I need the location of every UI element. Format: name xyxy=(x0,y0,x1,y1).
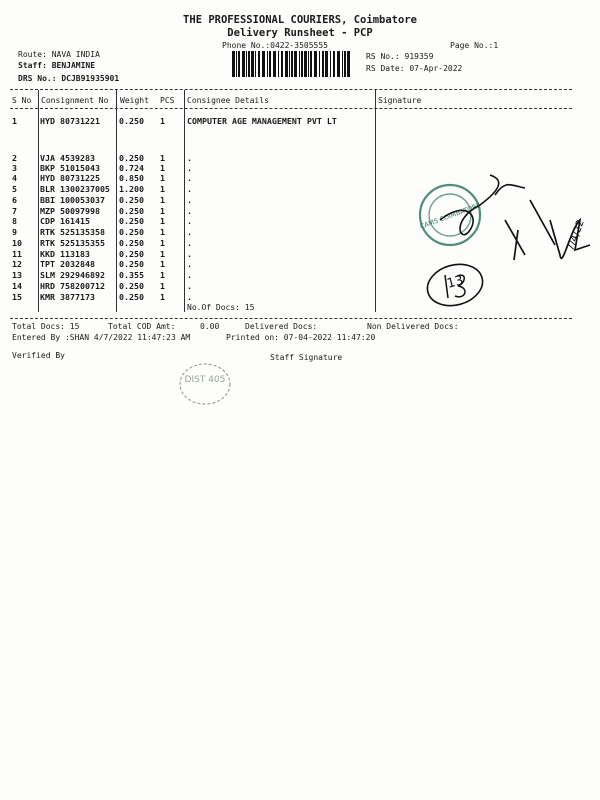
row-sno: 12 xyxy=(12,259,22,269)
printed-on: Printed on: 07-04-2022 11:47:20 xyxy=(226,333,376,342)
row-weight: 0.250 xyxy=(119,153,144,163)
row-weight: 0.250 xyxy=(119,195,144,205)
row-consignment: MZP 50097998 xyxy=(40,206,100,216)
row-consignee: . xyxy=(187,173,192,183)
row-weight: 0.850 xyxy=(119,173,144,183)
row-consignment: HRD 758200712 xyxy=(40,281,105,291)
row-sno: 3 xyxy=(12,163,17,173)
stamp-text: CAMS COIMBATORE xyxy=(418,201,482,231)
row-pcs: 1 xyxy=(160,216,165,226)
row-pcs: 1 xyxy=(160,227,165,237)
table-row xyxy=(0,116,600,126)
row-sno: 4 xyxy=(12,173,17,183)
row-sno: 9 xyxy=(12,227,17,237)
row-consignment: BKP 51015043 xyxy=(40,163,100,173)
handwritten-date: 7/4/22 xyxy=(565,218,587,253)
row-weight: 0.250 xyxy=(119,216,144,226)
faint-stamp-text: DIST 405 xyxy=(184,375,226,385)
staff-name: Staff: BENJAMINE xyxy=(18,61,96,70)
row-consignee: . xyxy=(187,195,192,205)
row-sno: 1 xyxy=(12,116,17,126)
row-weight: 0.250 xyxy=(119,292,144,302)
row-sno: 10 xyxy=(12,238,22,248)
runsheet-title: Delivery Runsheet - PCP xyxy=(227,27,373,39)
non-delivered-docs: Non Delivered Docs: xyxy=(367,322,459,331)
row-pcs: 1 xyxy=(160,270,165,280)
row-consignment: BBI 100053037 xyxy=(40,195,105,205)
row-consignment: KMR 3877173 xyxy=(40,292,95,302)
total-cod-label: Total COD Amt: xyxy=(108,322,176,331)
row-pcs: 1 xyxy=(160,259,165,269)
row-consignee: . xyxy=(187,206,192,216)
rule-top xyxy=(10,89,572,90)
row-sno: 14 xyxy=(12,281,22,291)
rs-date: RS Date: 07-Apr-2022 xyxy=(366,64,463,73)
rule-header xyxy=(10,108,572,109)
row-consignee: . xyxy=(187,153,192,163)
col-header-consignee: Consignee Details xyxy=(187,96,269,105)
row-weight: 0.250 xyxy=(119,227,144,237)
route: Route: NAVA INDIA xyxy=(18,50,100,59)
staff-signature-label: Staff Signature xyxy=(270,353,343,362)
row-pcs: 1 xyxy=(160,173,165,183)
row-weight: 1.200 xyxy=(119,184,144,194)
phone-number: Phone No.:0422-3505555 xyxy=(222,41,328,50)
row-pcs: 1 xyxy=(160,281,165,291)
row-sno: 6 xyxy=(12,195,17,205)
row-consignment: HYD 80731221 xyxy=(40,116,100,126)
row-weight: 0.250 xyxy=(119,116,144,126)
row-consignee: . xyxy=(187,281,192,291)
faint-stamp xyxy=(175,358,245,413)
row-weight: 0.355 xyxy=(119,270,144,280)
barcode xyxy=(232,51,352,77)
row-pcs: 1 xyxy=(160,249,165,259)
total-docs: Total Docs: 15 xyxy=(12,322,80,331)
col-header-consignment: Consignment No xyxy=(41,96,109,105)
row-consignee: . xyxy=(187,292,192,302)
row-sno: 8 xyxy=(12,216,17,226)
row-sno: 15 xyxy=(12,292,22,302)
row-consignee: COMPUTER AGE MANAGEMENT PVT LT xyxy=(187,116,337,126)
row-consignment: SLM 292946892 xyxy=(40,270,105,280)
row-consignment: TPT 2032848 xyxy=(40,259,95,269)
row-consignee: . xyxy=(187,238,192,248)
row-weight: 0.250 xyxy=(119,206,144,216)
row-pcs: 1 xyxy=(160,195,165,205)
rs-number: RS No.: 919359 xyxy=(366,52,434,61)
company-title: THE PROFESSIONAL COURIERS, Coimbatore xyxy=(183,14,417,26)
row-consignee: . xyxy=(187,270,192,280)
row-consignment: VJA 4539283 xyxy=(40,153,95,163)
row-pcs: 1 xyxy=(160,184,165,194)
row-consignee: . xyxy=(187,259,192,269)
handwritten-count: 13 xyxy=(445,273,466,292)
row-consignment: BLR 1300237005 xyxy=(40,184,110,194)
row-weight: 0.724 xyxy=(119,163,144,173)
stamp-and-signature xyxy=(410,160,600,350)
row-consignee: . xyxy=(187,216,192,226)
row-pcs: 1 xyxy=(160,153,165,163)
entered-by: Entered By :SHAN 4/7/2022 11:47:23 AM xyxy=(12,333,191,342)
row-consignment: RTK 525135355 xyxy=(40,238,105,248)
col-header-signature: Signature xyxy=(378,96,422,105)
row-sno: 2 xyxy=(12,153,17,163)
row-weight: 0.250 xyxy=(119,281,144,291)
row-consignee: . xyxy=(187,249,192,259)
row-consignment: KKD 113183 xyxy=(40,249,90,259)
row-pcs: 1 xyxy=(160,206,165,216)
row-sno: 13 xyxy=(12,270,22,280)
row-pcs: 1 xyxy=(160,238,165,248)
row-consignee: . xyxy=(187,184,192,194)
row-consignee: . xyxy=(187,163,192,173)
row-sno: 5 xyxy=(12,184,17,194)
drs-number: DRS No.: DCJB91935901 xyxy=(18,74,120,83)
row-sno: 7 xyxy=(12,206,17,216)
row-weight: 0.250 xyxy=(119,238,144,248)
row-pcs: 1 xyxy=(160,163,165,173)
row-consignment: RTK 525135358 xyxy=(40,227,105,237)
row-pcs: 1 xyxy=(160,292,165,302)
row-consignment: CDP 161415 xyxy=(40,216,90,226)
col-header-weight: Weight xyxy=(120,96,149,105)
page-number: Page No.:1 xyxy=(450,41,499,50)
delivered-docs: Delivered Docs: xyxy=(245,322,318,331)
col-header-pcs: PCS xyxy=(160,96,175,105)
no-of-docs: No.Of Docs: 15 xyxy=(187,303,255,312)
row-pcs: 1 xyxy=(160,116,165,126)
row-weight: 0.250 xyxy=(119,259,144,269)
row-consignment: HYD 80731225 xyxy=(40,173,100,183)
row-weight: 0.250 xyxy=(119,249,144,259)
verified-by: Verified By xyxy=(12,351,65,360)
row-consignee: . xyxy=(187,227,192,237)
col-header-sno: S No xyxy=(12,96,32,105)
row-sno: 11 xyxy=(12,249,22,259)
total-cod-value: 0.00 xyxy=(200,322,220,331)
